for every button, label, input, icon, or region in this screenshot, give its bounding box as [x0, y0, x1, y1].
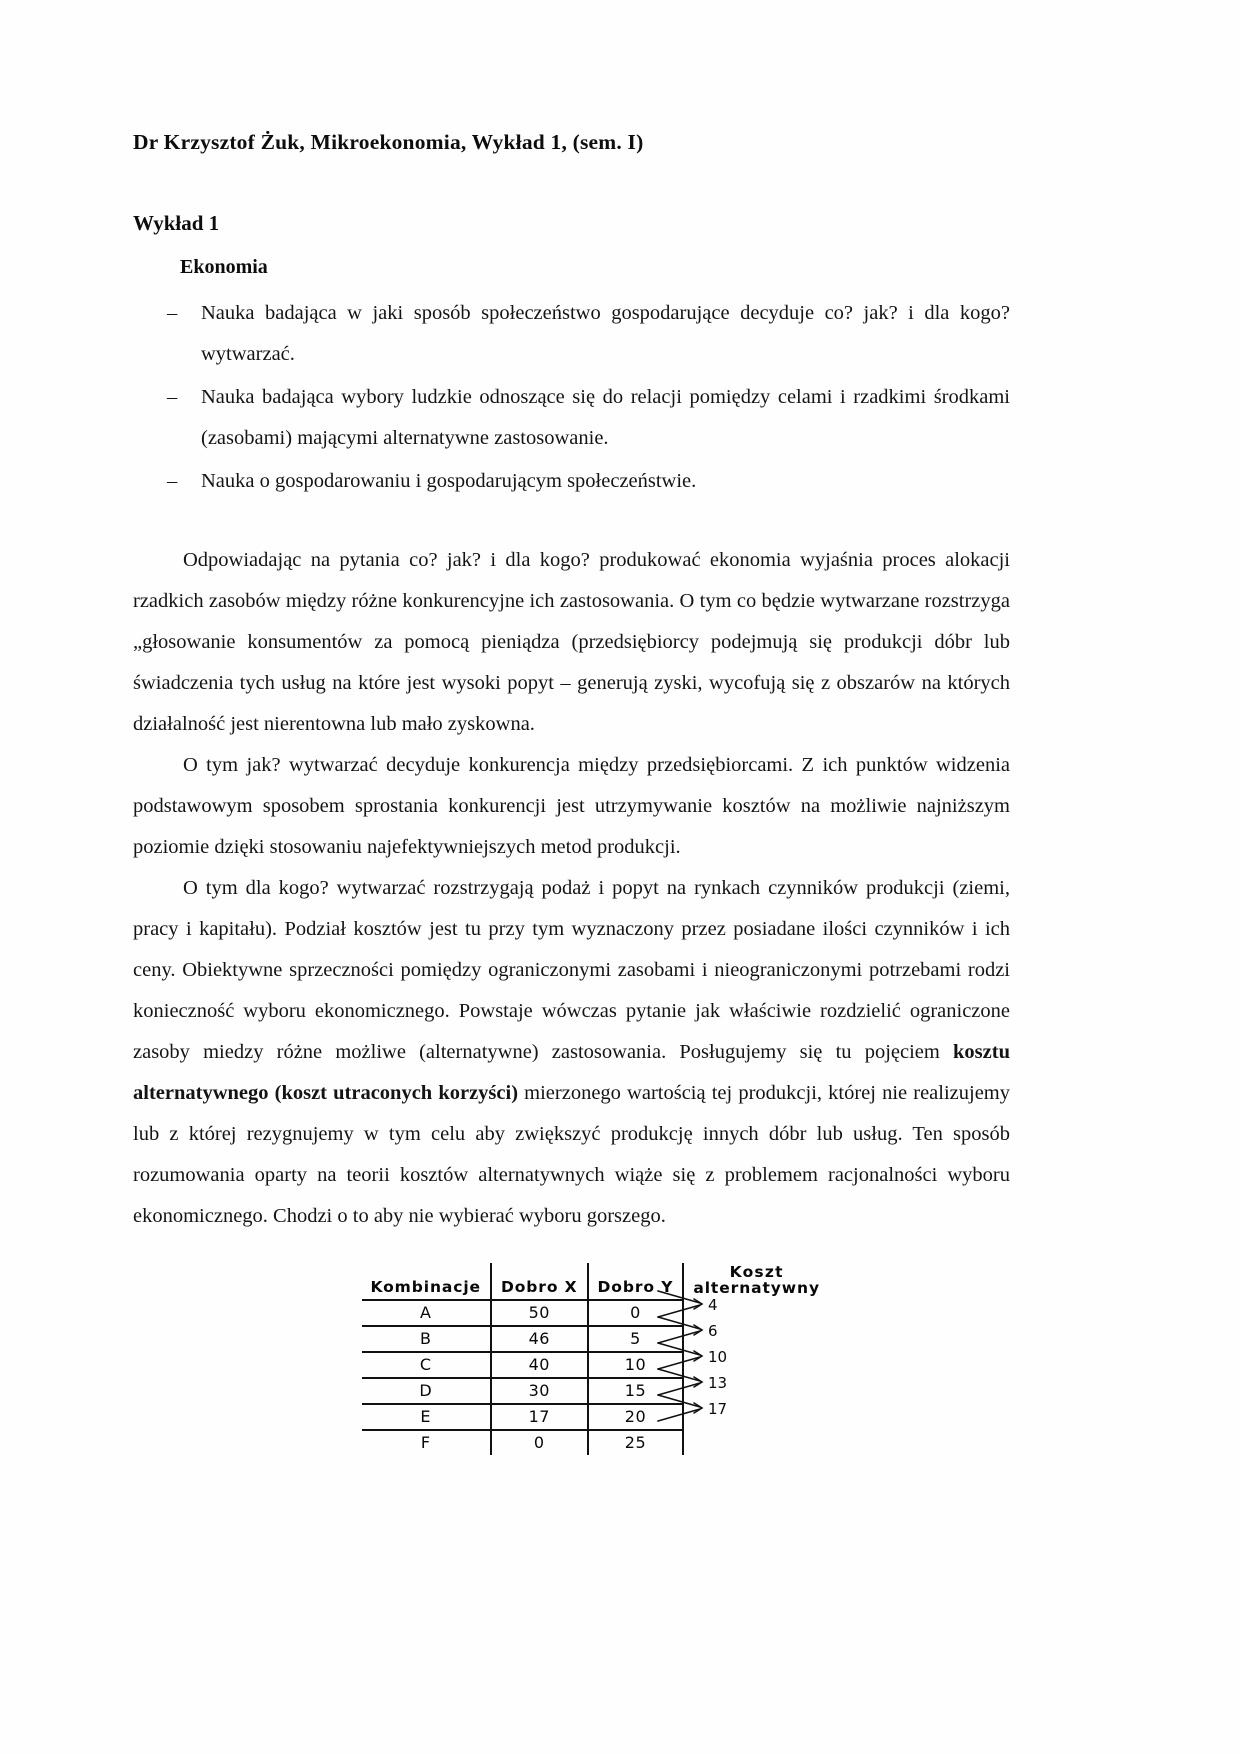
paragraph-text-part-1: O tym dla kogo? wytwarzać rozstrzygają podaż i popyt na rynkach czynników produkcji (ziemi, pracy i kapitału). Podział kosztów jest tu przy tym wyznaczony przez posiadane ilości czynników i ich ceny. Obiektywne sprzeczności pomiędzy ograniczonymi zasobami i nieograniczonymi potrzebami rodzi konieczność wyboru ekonomicznego. Powstaje wówczas pytanie jak właściwie rozdzielić ograniczone zasoby miedzy różne możliwe (alternatywne) zastosowania. Posługujemy się tu pojęciem	[133, 877, 1010, 1063]
cell-dobro-y: 0	[588, 1300, 684, 1326]
paragraph-o-tym-jak: O tym jak? wytwarzać decyduje konkurencja między przedsiębiorcami. Z ich punktów widzenia podstawowym sposobem sprostania konkurencji jest utrzymywanie kosztów na możliwie najniższym poziomie dzięki stosowaniu najefektywniejszych metod produkcji.	[133, 754, 1010, 858]
cell-kombinacje: D	[362, 1378, 491, 1404]
cost-table-outer	[362, 1263, 820, 1455]
cell-koszt-spacer	[683, 1378, 829, 1404]
table-head	[362, 1263, 829, 1300]
list-item	[133, 293, 1010, 375]
cell-dobro-y: 10	[588, 1352, 684, 1378]
bullet-dash-icon: –	[167, 302, 178, 324]
cost-value-2: 10	[707, 1348, 727, 1366]
cell-dobro-y: 25	[588, 1430, 684, 1455]
cell-dobro-x: 40	[491, 1352, 588, 1378]
cost-value-1: 6	[707, 1322, 718, 1340]
table-body	[362, 1300, 829, 1455]
cell-dobro-y: 20	[588, 1404, 684, 1430]
list-item-text: Nauka badająca w jaki sposób społeczeństwo gospodarujące decyduje co? jak? i dla kogo? wytwarzać.	[201, 302, 1010, 365]
bullet-dash-icon: –	[167, 386, 178, 408]
cost-value-4: 17	[707, 1400, 727, 1418]
cell-dobro-x: 50	[491, 1300, 588, 1326]
table-row	[362, 1430, 829, 1455]
cell-koszt-spacer	[683, 1326, 829, 1352]
cell-dobro-y: 15	[588, 1378, 684, 1404]
cost-value-0: 4	[707, 1296, 718, 1314]
cell-koszt-spacer	[683, 1404, 829, 1430]
cell-kombinacje: C	[362, 1352, 491, 1378]
cell-dobro-x: 46	[491, 1326, 588, 1352]
cell-kombinacje: A	[362, 1300, 491, 1326]
cell-dobro-x: 30	[491, 1378, 588, 1404]
column-header-koszt-alternatywny	[683, 1263, 829, 1300]
opportunity-cost-table	[362, 1263, 829, 1455]
column-header-koszt-line2: alternatywny	[693, 1279, 820, 1298]
column-header-kombinacje: Kombinacje	[362, 1263, 491, 1300]
section-title: Ekonomia	[180, 256, 268, 278]
table-row	[362, 1378, 829, 1404]
column-header-dobro-x: Dobro X	[491, 1263, 588, 1300]
list-item-text: Nauka o gospodarowaniu i gospodarującym społeczeństwie.	[201, 470, 697, 492]
column-header-koszt-line1: Koszt	[729, 1263, 784, 1281]
cost-table-block	[133, 1263, 1010, 1455]
definition-list	[133, 293, 1010, 502]
cell-kombinacje: F	[362, 1430, 491, 1455]
emphasis-koszt-alternatywny: kosztu alternatywnego (koszt utraconych korzyści)	[133, 1041, 1010, 1104]
paragraph-text-part-2: mierzonego wartością tej produkcji, której nie realizujemy lub z której rezygnujemy w tym celu aby zwiększyć produkcję innych dóbr lub usług. Ten sposób rozumowania oparty na teorii kosztów alternatywnych wiąże się z problemem racjonalności wyboru ekonomicznego. Chodzi o to aby nie wybierać wyboru gorszego.	[133, 1082, 1010, 1227]
table-row	[362, 1352, 829, 1378]
bullet-dash-icon: –	[167, 470, 178, 492]
document-header: Dr Krzysztof Żuk, Mikroekonomia, Wykład 1, (sem. I)	[133, 130, 644, 154]
table-row	[362, 1404, 829, 1430]
cell-kombinacje: B	[362, 1326, 491, 1352]
paragraph-co-jak-dla-kogo: Odpowiadając na pytania co? jak? i dla kogo? produkować ekonomia wyjaśnia proces alokacji rzadkich zasobów między różne konkurencyjne ich zastosowania. O tym co będzie wytwarzane rozstrzyga „głosowanie konsumentów za pomocą pieniądza (przedsiębiorcy podejmują się produkcji dóbr lub świadczenia tych usług na które jest wysoki popyt – generują zyski, wycofują się z obszarów na których działalność jest nierentowna lub mało zyskowna.	[133, 549, 1010, 735]
table-header-row	[362, 1263, 829, 1300]
table-row	[362, 1300, 829, 1326]
lecture-title: Wykład 1	[133, 211, 220, 235]
paragraph-o-tym-dla-kogo	[133, 868, 1010, 1237]
list-item-text: Nauka badająca wybory ludzkie odnoszące się do relacji pomiędzy celami i rzadkimi środkami (zasobami) mającymi alternatywne zastosowanie.	[201, 386, 1010, 449]
cell-dobro-x: 17	[491, 1404, 588, 1430]
cell-dobro-x: 0	[491, 1430, 588, 1455]
list-item	[133, 461, 1010, 502]
cell-koszt-spacer	[683, 1430, 829, 1455]
cell-koszt-spacer	[683, 1352, 829, 1378]
cost-value-3: 13	[707, 1374, 727, 1392]
table-row	[362, 1326, 829, 1352]
cell-kombinacje: E	[362, 1404, 491, 1430]
cell-koszt-spacer	[683, 1300, 829, 1326]
cell-dobro-y: 5	[588, 1326, 684, 1352]
column-header-dobro-y: Dobro Y	[588, 1263, 684, 1300]
list-item	[133, 377, 1010, 459]
